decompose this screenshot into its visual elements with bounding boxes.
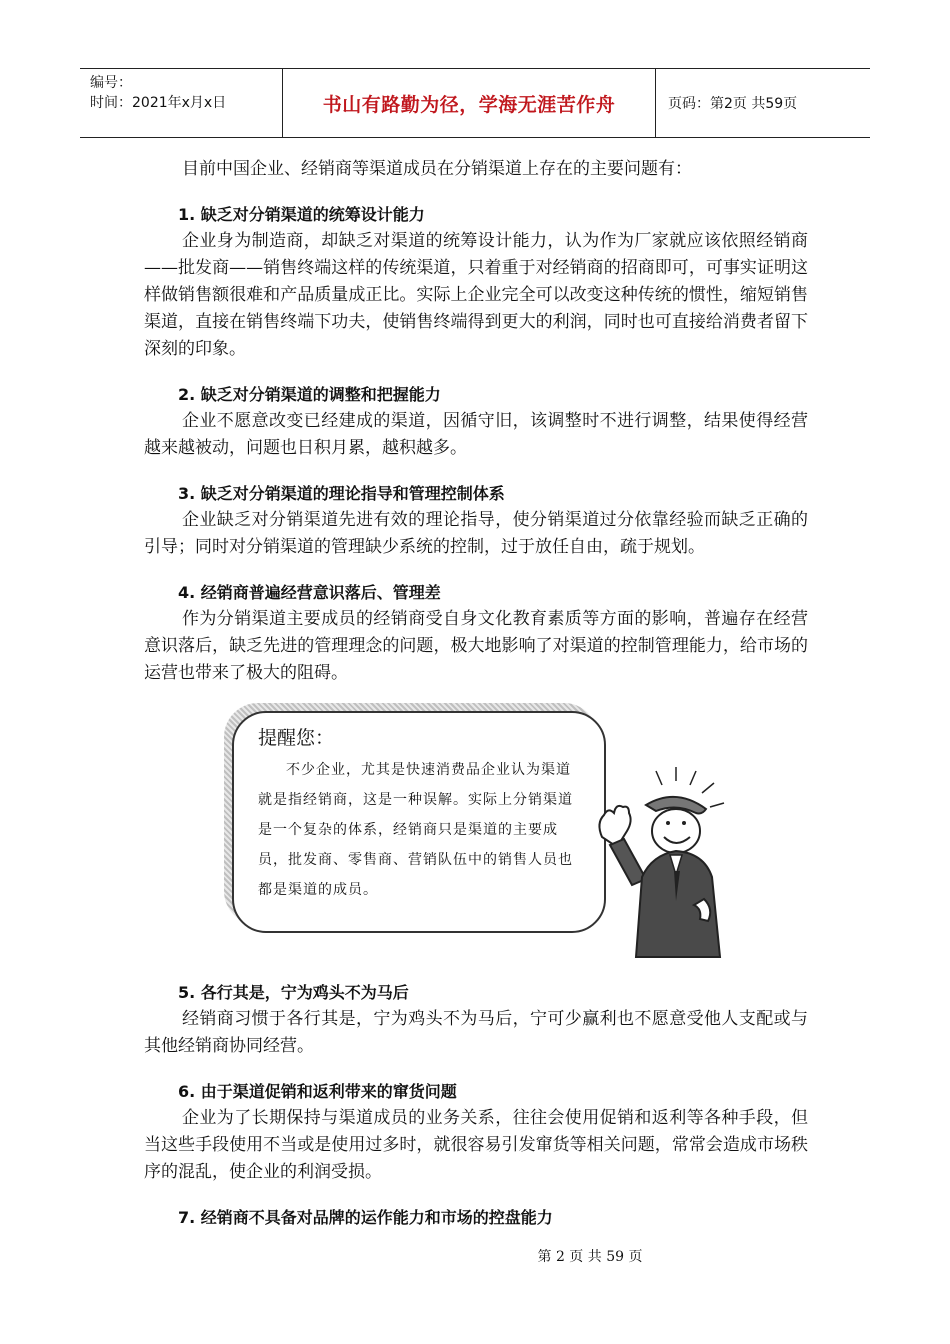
section-title-2: 2. 缺乏对分销渠道的调整和把握能力 [178, 385, 441, 404]
cartoon-man-icon [584, 759, 734, 959]
tip-callout [144, 699, 808, 961]
section-text-6: 企业为了长期保持与渠道成员的业务关系，往往会使用促销和返利等各种手段，但当这些手段使用不当或是使用过多时，就很容易引发窜货等相关问题，常常会造成市场秩序的混乱，使企业的利润受损。 [144, 1108, 808, 1182]
header-left [80, 69, 282, 137]
date-label: 时间：2021年x月x日 [90, 95, 227, 111]
motto: 书山有路勤为径，学海无涯苦作舟 [282, 69, 656, 137]
section-title-1: 1. 缺乏对分销渠道的统筹设计能力 [178, 205, 425, 224]
section-text-3: 企业缺乏对分销渠道先进有效的理论指导，使分销渠道过分依靠经验而缺乏正确的引导；同时对分销渠道的管理缺少系统的控制，过于放任自由，疏于规划。 [144, 510, 808, 557]
section-title-3: 3. 缺乏对分销渠道的理论指导和管理控制体系 [178, 484, 505, 503]
document-body [144, 156, 808, 1231]
section-text-2: 企业不愿意改变已经建成的渠道，因循守旧，该调整时不进行调整，结果使得经营越来越被动，问题也日积月累，越积越多。 [144, 411, 808, 458]
tip-title: 提醒您： [258, 727, 335, 749]
section-title-7: 7. 经销商不具备对品牌的运作能力和市场的控盘能力 [178, 1208, 553, 1227]
section-title-4: 4. 经销商普遍经营意识落后、管理差 [178, 583, 441, 602]
intro-paragraph: 目前中国企业、经销商等渠道成员在分销渠道上存在的主要问题有： [182, 159, 692, 179]
section-text-1: 企业身为制造商，却缺乏对渠道的统筹设计能力，认为作为厂家就应该依照经销商——批发商——销售终端这样的传统渠道，只着重于对经销商的招商即可，可事实证明这样做销售额很难和产品质量成正比。实际上企业完全可以改变这种传统的惯性，缩短销售渠道，直接在销售终端下功夫，使销售终端得到更大的利润，同时也可直接给消费者留下深刻的印象。 [144, 231, 808, 359]
section-text-4: 作为分销渠道主要成员的经销商受自身文化教育素质等方面的影响，普遍存在经营意识落后，缺乏先进的管理理念的问题，极大地影响了对渠道的控制管理能力，给市场的运营也带来了极大的阻碍。 [144, 609, 808, 683]
page-info: 页码：第2页 共59页 [668, 96, 798, 112]
section-title-5: 5. 各行其是，宁为鸡头不为马后 [178, 983, 409, 1002]
page-header [80, 68, 870, 138]
tip-body: 不少企业，尤其是快速消费品企业认为渠道就是指经销商，这是一种误解。实际上分销渠道是一个复杂的体系，经销商只是渠道的主要成员，批发商、零售商、营销队伍中的销售人员也都是渠道的成员。 [258, 762, 573, 898]
page-footer: 第 2 页 共 59 页 [537, 1249, 643, 1265]
number-label: 编号： [90, 75, 132, 91]
tip-bubble [232, 711, 606, 933]
section-title-6: 6. 由于渠道促销和返利带来的窜货问题 [178, 1082, 457, 1101]
section-text-5: 经销商习惯于各行其是，宁为鸡头不为马后，宁可少赢利也不愿意受他人支配或与其他经销商协同经营。 [144, 1009, 808, 1056]
